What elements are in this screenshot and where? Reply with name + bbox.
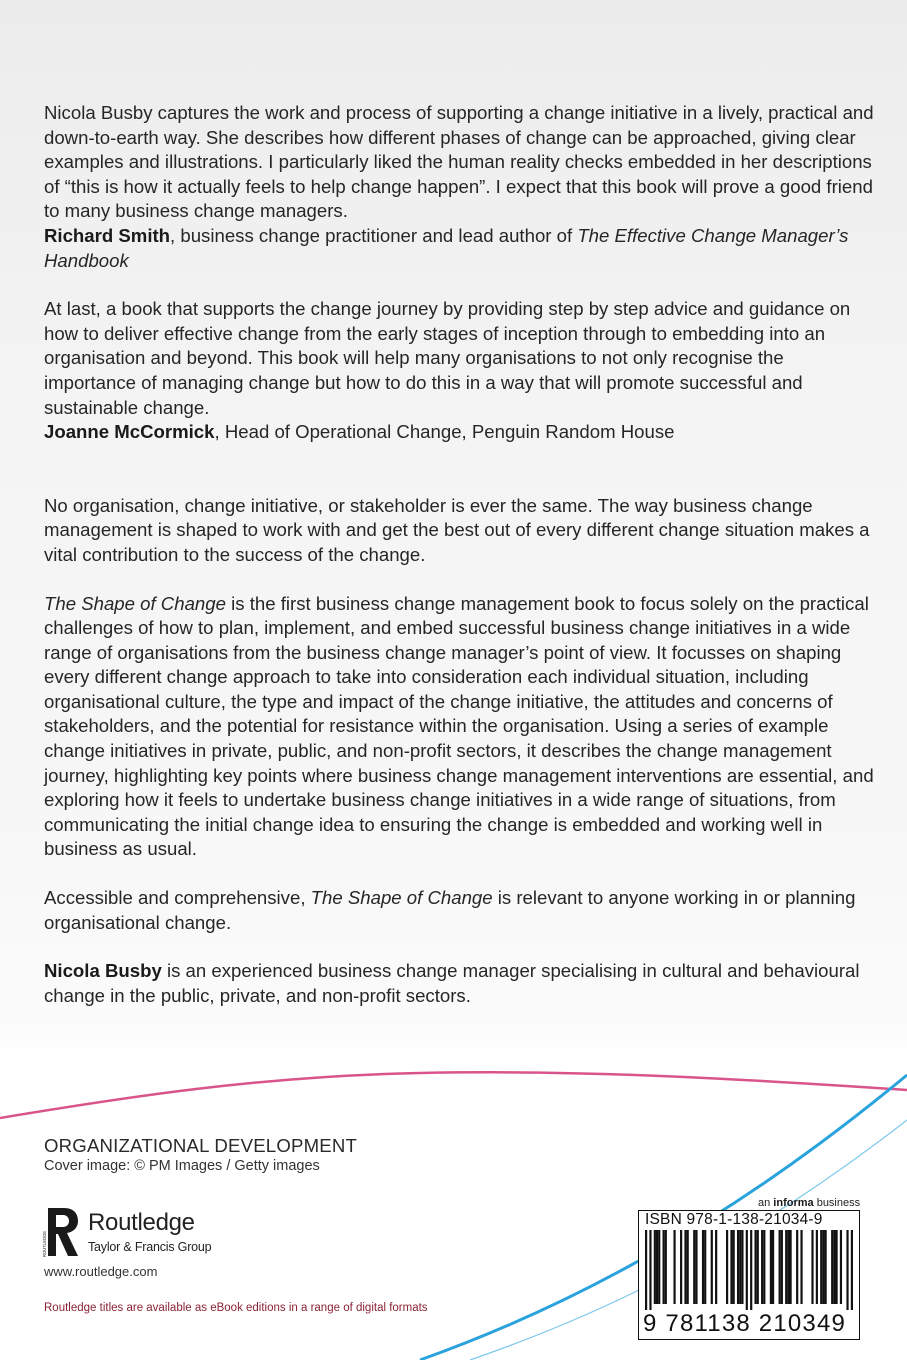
ebook-note: Routledge titles are available as eBook editions in a range of digital formats: [44, 1302, 428, 1314]
barcode-bar: [761, 1230, 763, 1304]
routledge-logo-icon: [44, 1206, 80, 1258]
description-text: is the first business change management book to focus solely on the practical challenges of how to plan, implement, and embed successful business change initiatives in a wide range of organisations from the business change manager’s point of view. It focusses on shaping every different change approach to take into consideration each individual situation, including organisational culture, the type and impact of the change initiative, the attitudes and concerns of stakeholders, and the potential for resistance within the organisation. Using a series of example change initiatives in private, public, and non-profit sectors, it describes the change management journey, highlighting key points where business change management interventions are essential, and exploring how it feels to undertake business change initiatives in a wide range of situations, from communicating the initial change idea to ensuring the change is embedded and working well in business as usual.: [44, 592, 874, 860]
barcode-bar: [684, 1230, 686, 1304]
barcode-bar: [654, 1230, 656, 1304]
barcode-bar: [790, 1230, 792, 1304]
barcode-bar: [711, 1230, 713, 1304]
barcode-bar: [680, 1230, 682, 1304]
description-text: is relevant to anyone working in or planning organisational change.: [44, 887, 856, 933]
barcode-digits: 9 781138 210349: [643, 1310, 847, 1337]
barcode-bar: [779, 1230, 781, 1304]
category-label: ORGANIZATIONAL DEVELOPMENT: [44, 1135, 358, 1156]
endorser-role: , Head of Operational Change, Penguin Random House: [214, 421, 675, 443]
cover-credit: Cover image: © PM Images / Getty images: [44, 1158, 320, 1174]
barcode-bar: [846, 1230, 848, 1310]
description-paragraph: No organisation, change initiative, or stakeholder is ever the same. The way business change management is shaped to work with and get the best out of every different change situation makes a vital contribution to the success of the change.: [44, 494, 870, 565]
endorsement-attribution: [44, 420, 874, 445]
barcode-bar: [750, 1230, 752, 1310]
logo-mark-text: ROUTLEDGE: [42, 1230, 47, 1257]
barcode-bar: [800, 1230, 802, 1304]
barcode-bar: [816, 1230, 818, 1304]
barcode-bar: [665, 1230, 667, 1304]
endorsement-quote: Nicola Busby captures the work and process of supporting a change initiative in a lively, practical and down-to-earth way. She describes how different phases of change can be approached, giving clear examples and illustrations. I particularly liked the human reality checks embedded in her descriptions of “this is how it actually feels to help change happen”. I expect that this book will prove a good friend to many business change managers.: [44, 102, 874, 222]
barcode-bar: [702, 1230, 704, 1304]
endorsements-section: [44, 101, 874, 1008]
publisher-name: Routledge: [88, 1209, 195, 1236]
barcode-bar: [831, 1230, 833, 1304]
author-bio: [44, 959, 874, 1008]
endorser-name: Richard Smith: [44, 224, 171, 246]
barcode-bar: [695, 1230, 697, 1304]
informa-tagline: an informa business: [758, 1197, 861, 1209]
barcode-bar: [787, 1230, 789, 1304]
barcode-bar: [781, 1230, 783, 1304]
publisher-group: Taylor & Francis Group: [88, 1240, 212, 1254]
barcode-bar: [822, 1230, 824, 1304]
barcode-bar: [811, 1230, 813, 1304]
barcode-bar: [693, 1230, 695, 1304]
barcode-bar: [796, 1230, 798, 1304]
barcode-bar: [704, 1230, 706, 1304]
barcode-bar: [737, 1230, 739, 1304]
barcode-bar: [763, 1230, 765, 1304]
barcode-bar: [656, 1230, 658, 1304]
barcode-bar: [851, 1230, 853, 1310]
barcode-bar: [746, 1230, 748, 1310]
book-title: The Shape of Change: [44, 592, 226, 614]
endorser-role: , business change practitioner and lead author of: [170, 224, 578, 246]
description-paragraph: [44, 592, 874, 863]
barcode-bar: [741, 1230, 743, 1304]
barcode-bar: [757, 1230, 759, 1304]
endorsement-attribution: [44, 224, 874, 273]
barcode-bar: [739, 1230, 741, 1304]
publisher-logo: [44, 1206, 254, 1258]
barcode-bar: [772, 1230, 774, 1304]
endorser-name: Joanne McCormick: [44, 421, 215, 443]
endorser-book-title: The Effective Change Manager’s Handbook: [44, 224, 849, 271]
informa-brand: informa: [773, 1197, 814, 1209]
book-title: The Shape of Change: [310, 887, 493, 909]
barcode-bar: [754, 1230, 756, 1304]
barcode-bar: [658, 1230, 660, 1304]
barcode-bar: [825, 1230, 827, 1304]
publisher-website: www.routledge.com: [44, 1264, 158, 1279]
barcode-bar: [663, 1230, 665, 1304]
barcode-bar: [649, 1230, 651, 1310]
endorsement-quote: At last, a book that supports the change journey by providing step by step advice and guidance on how to deliver effective change from the early stages of inception through to embedding into an organisation and beyond. This book will help many organisations to not only recognise the importance of managing change but how to do this in a way that will promote successful and sustainable change.: [44, 298, 851, 418]
barcode-bar: [835, 1230, 837, 1304]
barcode-bar: [730, 1230, 732, 1304]
barcode-bar: [687, 1230, 689, 1304]
barcode-bar: [833, 1230, 835, 1304]
description-text: Accessible and comprehensive,: [44, 887, 311, 909]
barcode-bar: [733, 1230, 735, 1304]
barcode-bar: [726, 1230, 728, 1304]
author-bio-text: is an experienced business change manager specialising in cultural and behavioural change in the public, private, and non-profit sectors.: [44, 960, 860, 1006]
isbn-label: ISBN 978-1-138-21034-9: [645, 1211, 823, 1228]
author-name: Nicola Busby: [44, 960, 162, 982]
barcode-bar: [820, 1230, 822, 1304]
barcode-bar: [645, 1230, 647, 1310]
barcode-bar: [770, 1230, 772, 1304]
barcode: [645, 1230, 853, 1310]
barcode-bar: [785, 1230, 787, 1304]
barcode-bar: [715, 1230, 717, 1304]
description-paragraph: [44, 886, 874, 935]
barcode-bar: [673, 1230, 675, 1304]
pink-curve: [0, 1072, 907, 1118]
barcode-bar: [840, 1230, 842, 1304]
